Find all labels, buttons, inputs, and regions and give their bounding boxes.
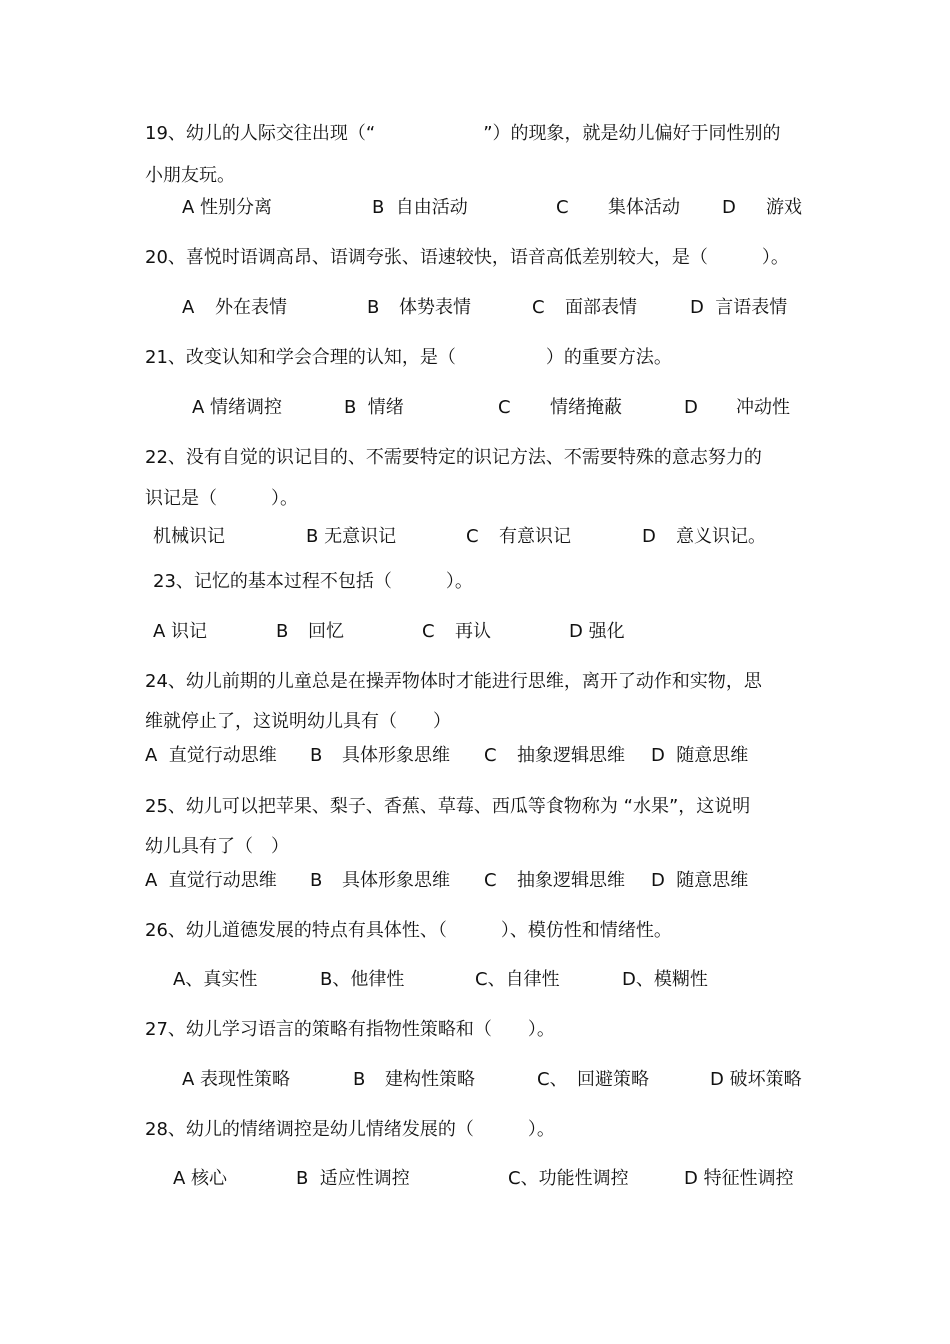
option-b: B、他律性 — [320, 969, 405, 990]
question-text: 28、幼儿的情绪调控是幼儿情绪发展的（ ）。 — [145, 1119, 555, 1140]
option-d-text: 冲动性 — [736, 397, 790, 418]
option-c-letter: C — [422, 621, 435, 642]
option-a: A 核心 — [173, 1168, 228, 1189]
option-b-letter: B — [367, 297, 380, 318]
option-d-letter: D — [642, 526, 656, 547]
question-text: 20、喜悦时语调高昂、语调夸张、语速较快，语音高低差别较大，是（ ）。 — [145, 247, 789, 268]
option-d-letter: D — [684, 397, 698, 418]
option-d: D 破坏策略 — [710, 1069, 802, 1090]
option-a: A 识记 — [153, 621, 208, 642]
option-c-letter: C — [532, 297, 545, 318]
question-text: 23、记忆的基本过程不包括（ ）。 — [153, 571, 473, 592]
option-b-letter: B — [276, 621, 289, 642]
option-b-text: 建构性策略 — [385, 1069, 475, 1090]
option-c-letter: C — [498, 397, 511, 418]
question-text: 26、幼儿道德发展的特点有具体性、（ ）、模仿性和情绪性。 — [145, 920, 672, 941]
option-d: D 随意思维 — [651, 870, 749, 891]
option-c-text: 集体活动 — [608, 197, 680, 218]
option-b-text: 具体形象思维 — [342, 870, 450, 891]
option-a: 机械识记 — [153, 526, 225, 547]
option-c-letter: C — [484, 745, 497, 766]
option-d-text: 意义识记。 — [676, 526, 766, 547]
option-c-letter: C — [466, 526, 479, 547]
option-c-text: 再认 — [455, 621, 491, 642]
option-c-letter: C、 — [537, 1069, 568, 1090]
option-c: C、自律性 — [475, 969, 560, 990]
option-d: D 言语表情 — [690, 297, 788, 318]
option-a-text: 外在表情 — [215, 297, 287, 318]
option-b: B 无意识记 — [306, 526, 397, 547]
option-b-letter: B — [310, 745, 323, 766]
option-a: A 性别分离 — [182, 197, 273, 218]
option-d: D、模糊性 — [622, 969, 708, 990]
option-a-letter: A — [182, 297, 195, 318]
question-text: 27、幼儿学习语言的策略有指物性策略和（ ）。 — [145, 1019, 555, 1040]
option-b: B 适应性调控 — [296, 1168, 410, 1189]
option-a: A 直觉行动思维 — [145, 745, 277, 766]
option-c: C、功能性调控 — [508, 1168, 629, 1189]
question-text: 19、幼儿的人际交往出现（“ ”）的现象，就是幼儿偏好于同性别的 — [145, 123, 781, 144]
question-text: 维就停止了，这说明幼儿具有（ ） — [145, 711, 451, 732]
question-text: 24、幼儿前期的儿童总是在操弄物体时才能进行思维，离开了动作和实物，思 — [145, 671, 762, 692]
option-b-letter: B — [310, 870, 323, 891]
option-c-text: 抽象逻辑思维 — [517, 870, 625, 891]
option-c-letter: C — [556, 197, 569, 218]
option-a: A 表现性策略 — [182, 1069, 291, 1090]
option-b-text: 具体形象思维 — [342, 745, 450, 766]
option-c-text: 有意识记 — [499, 526, 571, 547]
option-b: B 自由活动 — [372, 197, 468, 218]
question-text: 21、改变认知和学会合理的认知，是（ ）的重要方法。 — [145, 347, 672, 368]
option-c-text: 情绪掩蔽 — [550, 397, 622, 418]
option-d-text: 游戏 — [766, 197, 802, 218]
option-c-text: 回避策略 — [577, 1069, 649, 1090]
option-d: D 强化 — [569, 621, 625, 642]
question-text: 22、没有自觉的识记目的、不需要特定的识记方法、不需要特殊的意志努力的 — [145, 447, 762, 468]
option-c-text: 抽象逻辑思维 — [517, 745, 625, 766]
option-d-letter: D — [722, 197, 736, 218]
question-text: 识记是（ ）。 — [145, 488, 298, 509]
option-c-text: 面部表情 — [565, 297, 637, 318]
option-b: B 情绪 — [344, 397, 404, 418]
question-text: 小朋友玩。 — [145, 165, 235, 186]
option-b-text: 回忆 — [308, 621, 344, 642]
option-c-letter: C — [484, 870, 497, 891]
option-b-text: 体势表情 — [399, 297, 471, 318]
option-a: A、真实性 — [173, 969, 258, 990]
question-text: 25、幼儿可以把苹果、梨子、香蕉、草莓、西瓜等食物称为 “水果”，这说明 — [145, 796, 751, 817]
option-a: A 情绪调控 — [192, 397, 283, 418]
question-text: 幼儿具有了（ ） — [145, 836, 289, 857]
option-a: A 直觉行动思维 — [145, 870, 277, 891]
option-d: D 特征性调控 — [684, 1168, 794, 1189]
option-d: D 随意思维 — [651, 745, 749, 766]
option-b-letter: B — [353, 1069, 366, 1090]
